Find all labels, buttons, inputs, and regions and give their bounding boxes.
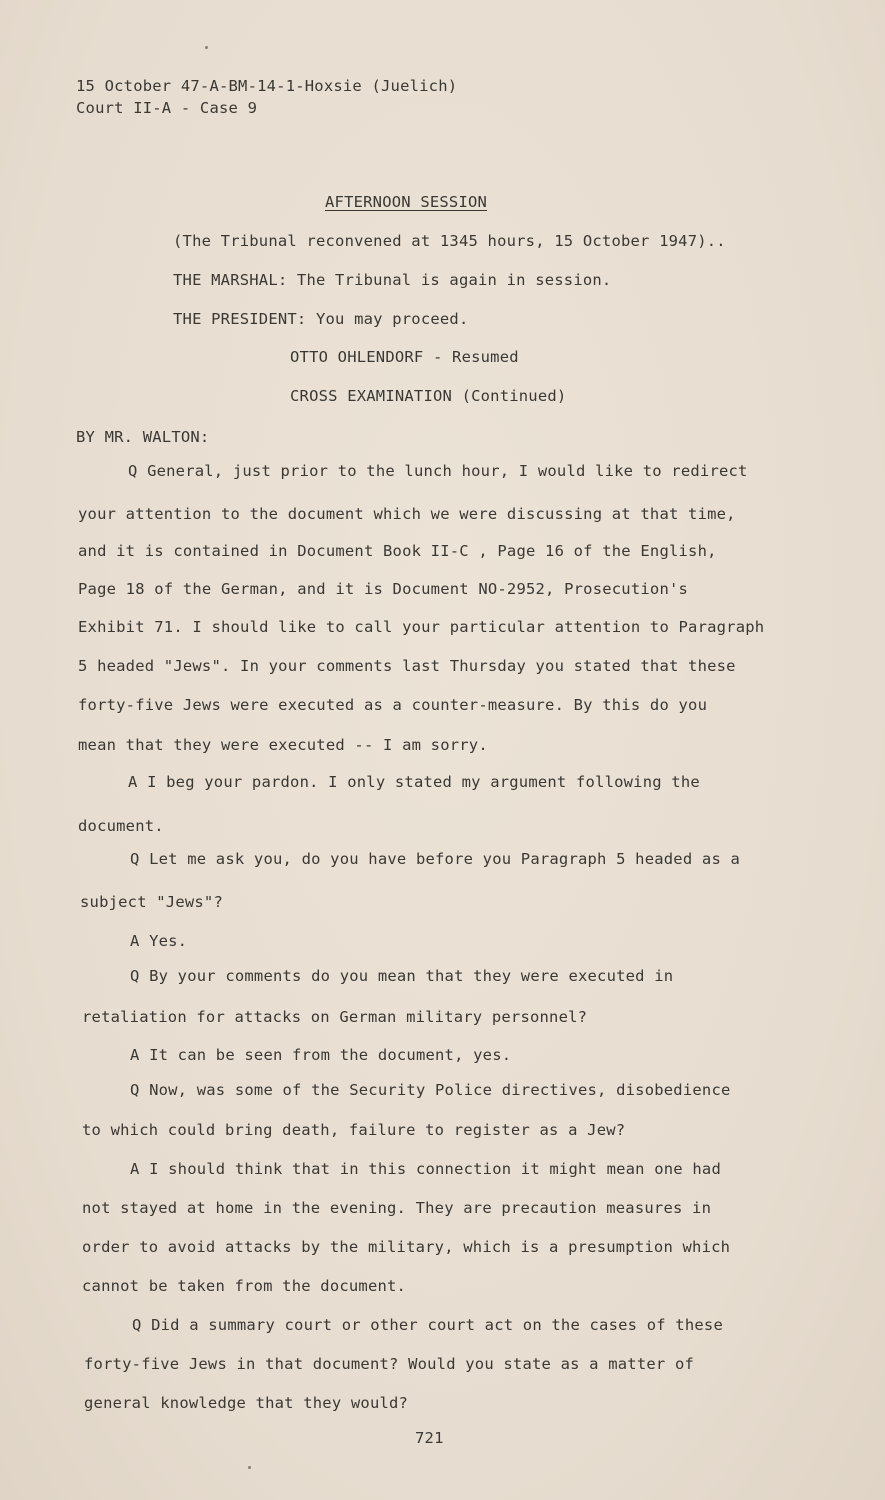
transcript-line: general knowledge that they would?: [84, 1394, 409, 1412]
transcript-line: A Yes.: [130, 932, 188, 950]
transcript-line: Page 18 of the German, and it is Document NO-2952, Prosecution's: [78, 580, 689, 598]
transcript-line: 5 headed "Jews". In your comments last Thursday you stated that these: [78, 657, 736, 675]
transcript-line: cannot be taken from the document.: [82, 1277, 407, 1295]
transcript-line: to which could bring death, failure to register as a Jew?: [82, 1121, 626, 1139]
transcript-line: subject "Jews"?: [80, 893, 223, 911]
transcript-line: and it is contained in Document Book II-C , Page 16 of the English,: [78, 542, 717, 560]
transcript-line: forty-five Jews in that document? Would you state as a matter of: [84, 1355, 695, 1373]
transcript-line: forty-five Jews were executed as a counter-measure. By this do you: [78, 696, 708, 714]
witness-heading: OTTO OHLENDORF - Resumed: [290, 348, 519, 366]
transcript-line: Q Let me ask you, do you have before you Paragraph 5 headed as a: [130, 850, 741, 868]
transcript-line: not stayed at home in the evening. They are precaution measures in: [82, 1199, 712, 1217]
paper-speck: [248, 1466, 251, 1469]
transcript-line: your attention to the document which we were discussing at that time,: [78, 505, 736, 523]
transcript-line: Q Now, was some of the Security Police directives, disobedience: [130, 1081, 731, 1099]
examination-heading: CROSS EXAMINATION (Continued): [290, 387, 567, 405]
transcript-line: document.: [78, 817, 164, 835]
session-title: AFTERNOON SESSION: [325, 193, 488, 211]
transcript-line: A I beg your pardon. I only stated my argument following the: [128, 773, 700, 791]
transcript-line: Q Did a summary court or other court act on the cases of these: [132, 1316, 723, 1334]
transcript-line: A It can be seen from the document, yes.: [130, 1046, 512, 1064]
paper-speck: [205, 46, 208, 49]
transcript-line: Q By your comments do you mean that they were executed in: [130, 967, 674, 985]
transcript-line: mean that they were executed -- I am sorry.: [78, 736, 488, 754]
header-line-1: 15 October 47-A-BM-14-1-Hoxsie (Juelich): [76, 77, 458, 95]
marshal-line: THE MARSHAL: The Tribunal is again in session.: [173, 271, 612, 289]
transcript-line: A I should think that in this connection it might mean one had: [130, 1160, 721, 1178]
examiner-line: BY MR. WALTON:: [76, 428, 210, 446]
header-line-2: Court II-A - Case 9: [76, 99, 258, 117]
page-number: 721: [415, 1429, 444, 1447]
reconvened-note: (The Tribunal reconvened at 1345 hours, 15 October 1947)..: [173, 232, 726, 250]
transcript-line: order to avoid attacks by the military, which is a presumption which: [82, 1238, 731, 1256]
transcript-line: retaliation for attacks on German military personnel?: [82, 1008, 588, 1026]
president-line: THE PRESIDENT: You may proceed.: [173, 310, 469, 328]
transcript-line: Exhibit 71. I should like to call your particular attention to Paragraph: [78, 618, 765, 636]
transcript-line: Q General, just prior to the lunch hour, I would like to redirect: [128, 462, 748, 480]
